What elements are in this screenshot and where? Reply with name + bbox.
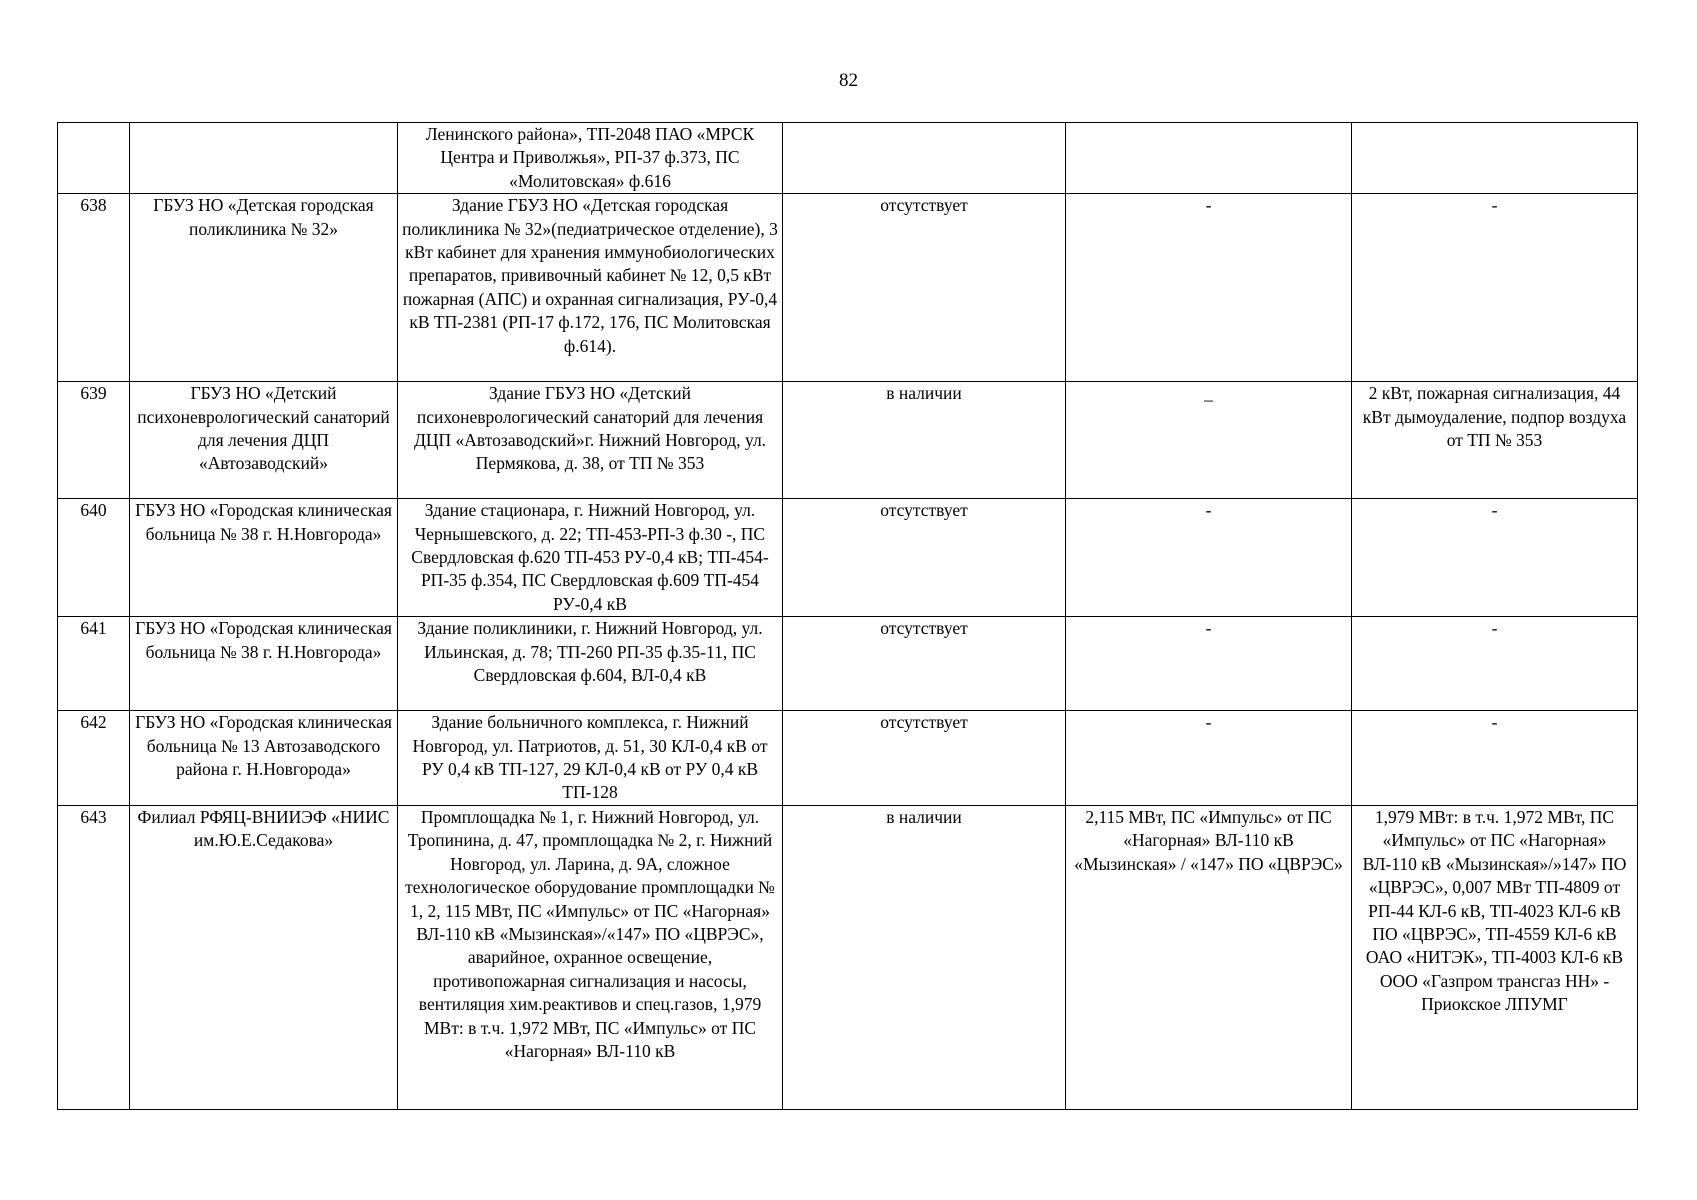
detail-cell: - bbox=[1352, 617, 1638, 711]
organization-cell: ГБУЗ НО «Городская клиническая больница № 13 Автозаводского района г. Н.Новгорода» bbox=[130, 711, 398, 806]
organization-cell: ГБУЗ НО «Городская клиническая больница № 38 г. Н.Новгорода» bbox=[130, 499, 398, 617]
detail-cell: - bbox=[1352, 711, 1638, 806]
availability-cell: в наличии bbox=[783, 805, 1066, 1109]
object-cell: Промплощадка № 1, г. Нижний Новгород, ул. Тропинина, д. 47, промплощадка № 2, г. Нижний Новгород, ул. Ларина, д. 9А, сложное технологическое оборудование промплощадки № 1, 2, 115 МВт, ПС «Импульс» от ПС «Нагорная» ВЛ-110 кВ «Мызинская»/«147» ПО «ЦВРЭС», аварийное, охранное освещение, противопожарная сигнализация и насосы, вентиляция хим.реактивов и спец.газов, 1,979 МВт: в т.ч. 1,972 МВт, ПС «Импульс» от ПС «Нагорная» ВЛ-110 кВ bbox=[398, 805, 783, 1109]
row-number: 638 bbox=[58, 194, 130, 382]
availability-cell: отсутствует bbox=[783, 711, 1066, 806]
organization-cell: Филиал РФЯЦ-ВНИИЭФ «НИИС им.Ю.Е.Седакова» bbox=[130, 805, 398, 1109]
row-number: 643 bbox=[58, 805, 130, 1109]
capacity-cell: - bbox=[1066, 499, 1352, 617]
row-number: 640 bbox=[58, 499, 130, 617]
detail-cell: 2 кВт, пожарная сигнализация, 44 кВт дымоудаление, подпор воздуха от ТП № 353 bbox=[1352, 382, 1638, 499]
capacity-cell: _ bbox=[1066, 382, 1352, 499]
capacity-cell: 2,115 МВт, ПС «Импульс» от ПС «Нагорная» ВЛ-110 кВ «Мызинская» / «147» ПО «ЦВРЭС» bbox=[1066, 805, 1352, 1109]
organization-cell: ГБУЗ НО «Городская клиническая больница № 38 г. Н.Новгорода» bbox=[130, 617, 398, 711]
availability-cell bbox=[783, 123, 1066, 194]
table-row bbox=[58, 711, 1638, 806]
availability-cell: в наличии bbox=[783, 382, 1066, 499]
detail-cell: 1,979 МВт: в т.ч. 1,972 МВт, ПС «Импульс» от ПС «Нагорная» ВЛ-110 кВ «Мызинская»/»147» ПО «ЦВРЭС», 0,007 МВт ТП-4809 от РП-44 КЛ-6 кВ, ТП-4023 КЛ-6 кВ ПО «ЦВРЭС», ТП-4559 КЛ-6 кВ ОАО «НИТЭК», ТП-4003 КЛ-6 кВ ООО «Газпром трансгаз НН» - Приокское ЛПУМГ bbox=[1352, 805, 1638, 1109]
detail-cell bbox=[1352, 123, 1638, 194]
availability-cell: отсутствует bbox=[783, 499, 1066, 617]
data-table bbox=[57, 122, 1638, 1110]
table-row bbox=[58, 194, 1638, 382]
row-number bbox=[58, 123, 130, 194]
object-cell: Здание поликлиники, г. Нижний Новгород, ул. Ильинская, д. 78; ТП-260 РП-35 ф.35-11, ПС Свердловская ф.604, ВЛ-0,4 кВ bbox=[398, 617, 783, 711]
detail-cell: - bbox=[1352, 499, 1638, 617]
table-row bbox=[58, 499, 1638, 617]
organization-cell: ГБУЗ НО «Детская городская поликлиника № 32» bbox=[130, 194, 398, 382]
table-row bbox=[58, 382, 1638, 499]
object-cell: Здание ГБУЗ НО «Детский психоневрологический санаторий для лечения ДЦП «Автозаводский»г. Нижний Новгород, ул. Пермякова, д. 38, от ТП № 353 bbox=[398, 382, 783, 499]
object-cell: Здание больничного комплекса, г. Нижний Новгород, ул. Патриотов, д. 51, 30 КЛ-0,4 кВ от РУ 0,4 кВ ТП-127, 29 КЛ-0,4 кВ от РУ 0,4 кВ ТП-128 bbox=[398, 711, 783, 806]
availability-cell: отсутствует bbox=[783, 617, 1066, 711]
detail-cell: - bbox=[1352, 194, 1638, 382]
table-row bbox=[58, 617, 1638, 711]
row-number: 639 bbox=[58, 382, 130, 499]
object-cell: Здание стационара, г. Нижний Новгород, ул. Чернышевского, д. 22; ТП-453-РП-3 ф.30 -, ПС Свердловская ф.620 ТП-453 РУ-0,4 кВ; ТП-454-РП-35 ф.354, ПС Свердловская ф.609 ТП-454 РУ-0,4 кВ bbox=[398, 499, 783, 617]
object-cell: Ленинского района», ТП-2048 ПАО «МРСК Центра и Приволжья», РП-37 ф.373, ПС «Молитовская» ф.616 bbox=[398, 123, 783, 194]
table-row bbox=[58, 805, 1638, 1109]
capacity-cell: - bbox=[1066, 194, 1352, 382]
table-row bbox=[58, 123, 1638, 194]
capacity-cell: - bbox=[1066, 617, 1352, 711]
row-number: 641 bbox=[58, 617, 130, 711]
availability-cell: отсутствует bbox=[783, 194, 1066, 382]
organization-cell bbox=[130, 123, 398, 194]
organization-cell: ГБУЗ НО «Детский психоневрологический санаторий для лечения ДЦП «Автозаводский» bbox=[130, 382, 398, 499]
object-cell: Здание ГБУЗ НО «Детская городская поликлиника № 32»(педиатрическое отделение), 3 кВт кабинет для хранения иммунобиологических препаратов, прививочный кабинет № 12, 0,5 кВт пожарная (АПС) и охранная сигнализация, РУ-0,4 кВ ТП-2381 (РП-17 ф.172, 176, ПС Молитовская ф.614). bbox=[398, 194, 783, 382]
capacity-cell: - bbox=[1066, 711, 1352, 806]
row-number: 642 bbox=[58, 711, 130, 806]
capacity-cell bbox=[1066, 123, 1352, 194]
page-number: 82 bbox=[839, 70, 858, 91]
